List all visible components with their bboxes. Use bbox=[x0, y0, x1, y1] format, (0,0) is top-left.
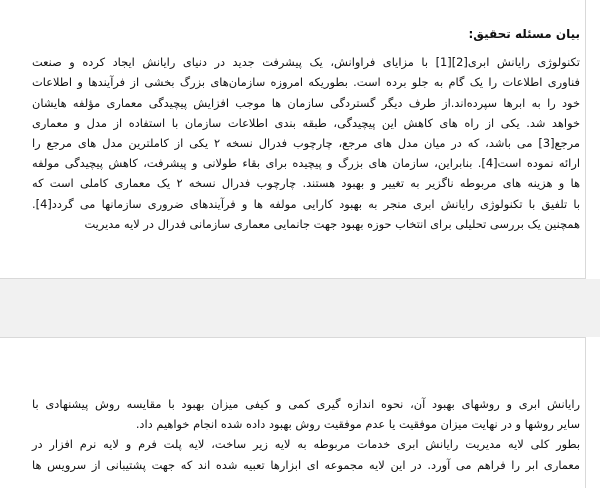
text-line: همچنین یک بررسی تحلیلی برای انتخاب حوزه بهبود جهت جانمایی معماری سازمانی فدرال در لایه مدیریت bbox=[84, 216, 580, 231]
text-line: خود را به ابرها سپرده‌اند.از طرف دیگر گستردگی سازمان ها موجب افزایش پیچیدگی معماری مؤلفه هایشان bbox=[32, 95, 580, 110]
text-line: فناوری اطلاعات را یک گام به جلو برده است. بطوریکه امروزه سازمان‌های بزرگ بخشی از فرآیندها و اطلاعات bbox=[32, 75, 580, 90]
cloud-management-paragraph bbox=[32, 434, 580, 474]
problem-statement-paragraph bbox=[32, 52, 580, 234]
continuation-paragraph bbox=[32, 394, 580, 434]
section-heading: بیان مسئله تحقیق: bbox=[468, 27, 580, 41]
text-line: ها و هزینه های مربوطه ناگزیر به تغییر و بهبود هستند. چارچوب فدرال نسخه ۲ یک معماری کاملی است که bbox=[32, 176, 580, 191]
next-page-content bbox=[32, 394, 580, 475]
text-line: سایر روشها و در نهایت میزان موفقیت یا عدم موفقیت روش بهبود داده شده انجام خواهیم داد. bbox=[135, 417, 580, 432]
text-line: رایانش ابری و روشهای بهبود آن، نحوه اندازه گیری کمی و کیفی میزان بهبود با مقایسه روش پیشنهادی با bbox=[32, 397, 580, 411]
page-separator bbox=[0, 279, 600, 337]
text-line: خواهد شد. یکی از راه های کاهش این پیچیدگی، طبقه بندی اطلاعات سازمان با استفاده از مدل و معماری bbox=[32, 115, 580, 130]
text-line: بطور کلی لایه مدیریت رایانش ابری خدمات مربوطه به لایه زیر ساخت، لایه پلت فرم و لایه نرم افزار در bbox=[32, 437, 580, 452]
research-problem-section bbox=[32, 24, 580, 234]
text-line: معماری ابر را فراهم می آورد. در این لایه مجموعه ای ابزارها تعبیه شده اند که جهت پشتیبانی از سرویس ها bbox=[32, 457, 580, 472]
text-line: تکنولوژی رایانش ابری[2][1] با مزایای فراوانش، یک پیشرفت جدید در دنیای رایانش ایجاد کرده و صنعت bbox=[32, 55, 580, 70]
text-line: با تلفیق با تکنولوژی رایانش ابری منجر به بهبود کارایی مولفه ها و فرآیندهای ضروری سازمانها می گردد[4]. bbox=[32, 196, 580, 211]
text-line: ارائه نموده است[4]. بنابراین، سازمان های بزرگ و پیچیده برای بقاء طولانی و پیشرفت، کاهش پیچیدگی مولفه bbox=[32, 156, 580, 171]
text-line: مرجع[3] می باشد، که در میان مدل های مرجع، چارچوب فدرال نسخه ۲ یکی از کاملترین مدل های مرجع را bbox=[32, 136, 581, 151]
